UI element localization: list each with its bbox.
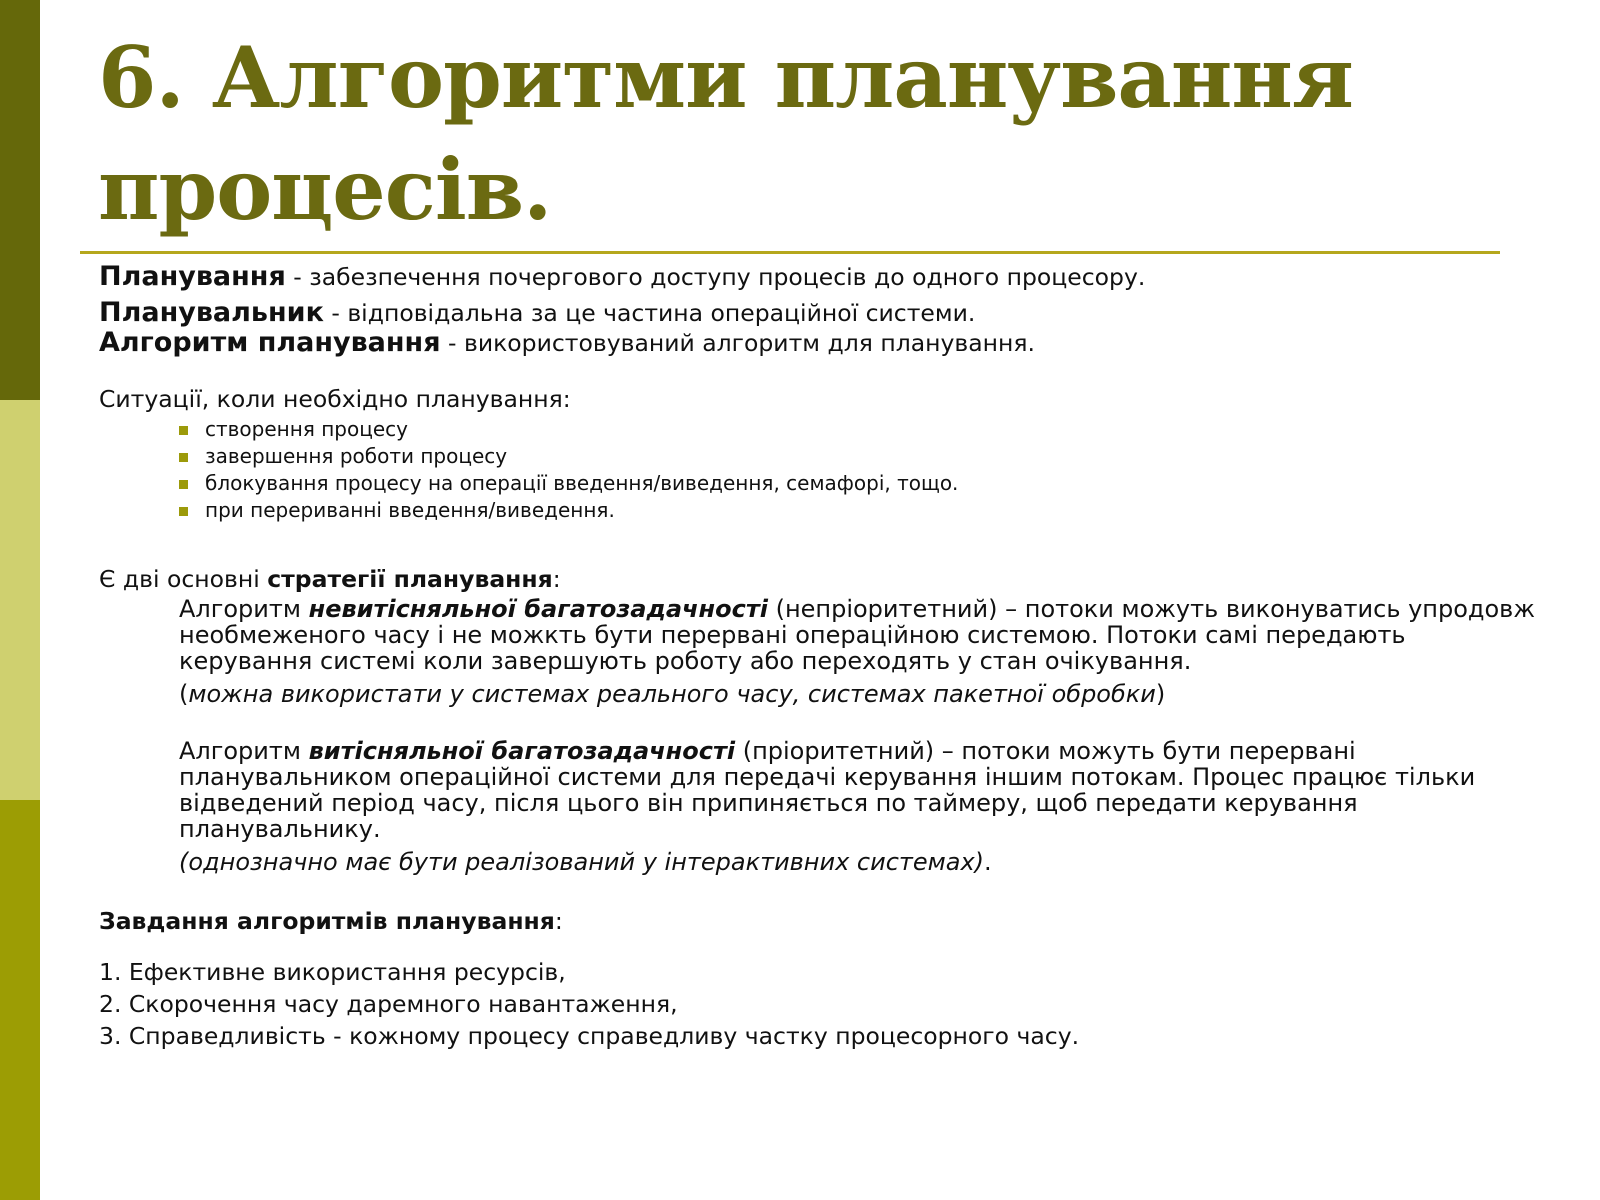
list-item (179, 443, 1539, 470)
tasks-list (99, 956, 1539, 1052)
algo-description: (пріоритетний) – потоки можуть бути перервані планувальником операційної системи для передачі керування іншим потокам. Процес працює тільки відведений період часу, після цього він припиняється по таймеру, щоб передати керування планувальнику. (179, 737, 1476, 843)
list-item (179, 497, 1539, 524)
strategies-heading-text: Є дві основні (99, 565, 268, 593)
note-text: можна використати у системах реального часу, системах пакетної обробки (188, 680, 1156, 708)
definition-text: - забезпечення почергового доступу процесів до одного процесору. (285, 263, 1146, 291)
side-bar-dark-olive (0, 0, 40, 400)
list-item-text: блокування процесу на операції введення/виведення, семафорі, тощо. (205, 471, 959, 495)
tasks-heading-term: Завдання алгоритмів планування (99, 907, 555, 935)
side-bar-light-olive (0, 400, 40, 800)
definition-text: - відповідальна за це частина операційної системи. (323, 299, 976, 327)
algo-description: (непріоритетний) – потоки можуть виконуватись упродовж необмеженого часу і не можкть бути перервані операційною системою. Потоки самі передають керування системі коли завершують роботу або переходять у стан очікування. (179, 595, 1535, 675)
side-bar-olive (0, 800, 40, 1200)
note-text: (однозначно має бути реалізований у інтерактивних системах) (179, 848, 985, 876)
square-bullet-icon (179, 453, 188, 462)
definition-algorithm (99, 328, 1539, 358)
tasks-heading (99, 904, 1539, 938)
note-period: . (984, 848, 992, 876)
algo-term: витісняльної багатозадачності (308, 737, 736, 765)
list-item: 3. Справедливість - кожному процесу справедливу частку процесорного часу. (99, 1022, 1080, 1050)
strategies-heading-term: стратегії планування (267, 565, 553, 593)
list-item-text: створення процесу (205, 417, 408, 441)
list-item-text: завершення роботи процесу (205, 444, 508, 468)
definition-text: - використовуваний алгоритм для планування. (440, 329, 1035, 357)
title-divider (80, 251, 1500, 254)
list-item-text: при перериванні введення/виведення. (205, 498, 615, 522)
tasks-heading-colon: : (554, 907, 563, 935)
slide-title: 6. Алгоритми планування процесів. (98, 28, 1353, 239)
slide-content (99, 262, 1539, 1052)
note-paren: ) (1155, 680, 1166, 708)
list-item: 1. Ефективне використання ресурсів, (99, 958, 566, 986)
non-preemptive-note (179, 678, 1539, 710)
strategies-heading (99, 562, 1539, 596)
situations-heading: Ситуації, коли необхідно планування: (99, 385, 571, 413)
square-bullet-icon (179, 426, 188, 435)
definition-planning (99, 262, 1539, 292)
definition-term: Алгоритм планування (99, 327, 441, 358)
square-bullet-icon (179, 480, 188, 489)
situations-list (99, 416, 1539, 524)
list-item (179, 470, 1539, 497)
definition-term: Планувальник (99, 297, 324, 328)
algo-prefix: Алгоритм (179, 595, 309, 623)
definition-scheduler (99, 298, 1539, 328)
preemptive-paragraph (179, 738, 1539, 842)
preemptive-note (179, 846, 1539, 878)
list-item (179, 416, 1539, 443)
non-preemptive-paragraph (179, 596, 1539, 674)
algo-term: невитісняльної багатозадачності (308, 595, 768, 623)
note-paren: ( (179, 680, 189, 708)
algo-prefix: Алгоритм (179, 737, 309, 765)
strategies-heading-colon: : (552, 565, 561, 593)
square-bullet-icon (179, 507, 188, 516)
definition-term: Планування (99, 261, 286, 292)
list-item: 2. Скорочення часу даремного навантаження, (99, 990, 678, 1018)
